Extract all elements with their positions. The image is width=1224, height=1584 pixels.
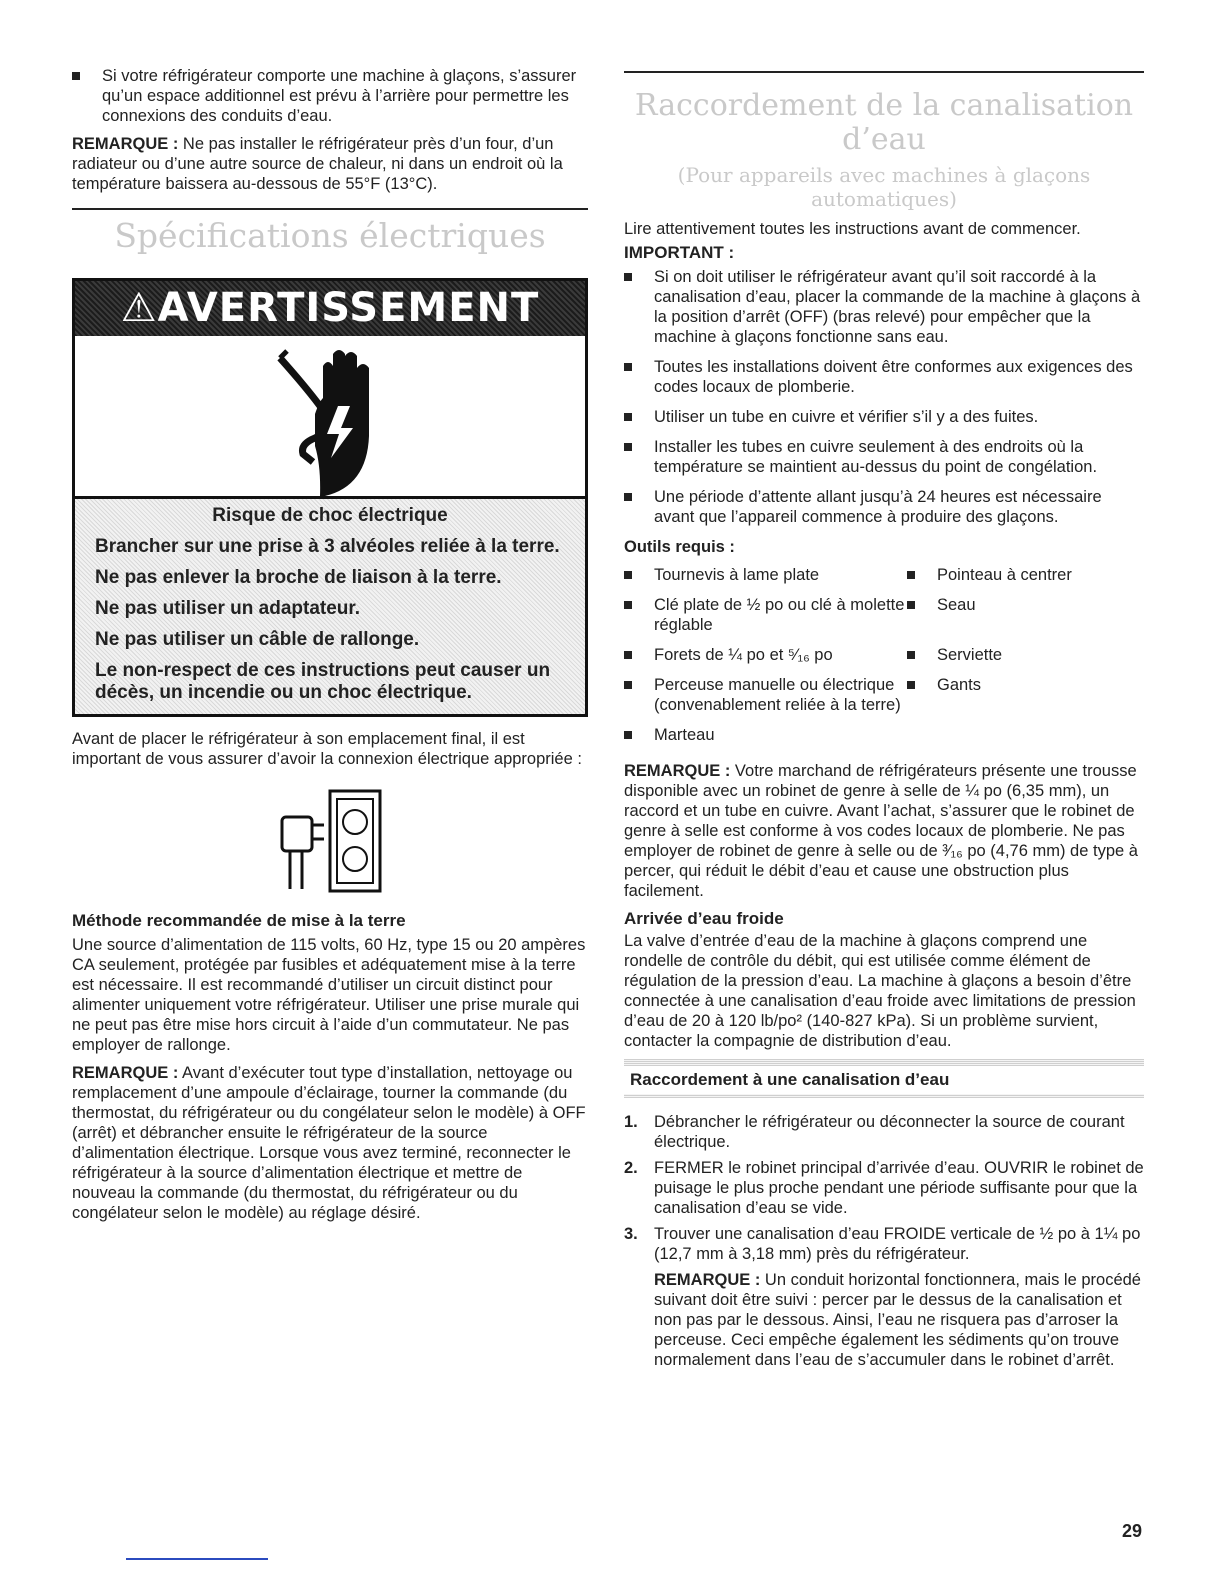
electric-shock-hand-icon [75,336,585,499]
left-column [72,0,588,1231]
grounded-outlet-icon [72,777,588,907]
remark-paragraph: REMARQUE : Un conduit horizontal fonctionnera, mais le procédé suivant doit être suivi : percer par le dessus de la canalisation et non pas par le dessous. Ainsi, l’eau ne risquera pas d’arroser la perceuse. Ceci empêche également les sédiments qu’on trouve normalement dans l’eau de s’accumuler dans le robinet d’arrêt. [654,1271,1141,1369]
method-heading: Méthode recommandée de mise à la terre [72,911,406,930]
tools-right [907,565,1144,755]
warning-text: Risque de choc électrique Brancher sur une prise à 3 alvéoles reliée à la terre. Ne pas enlever la broche de liaison à la terre. Ne pas utiliser un adaptateur. Ne pas utiliser un câble de rallonge. Le non-respect de ces instructions peut causer un décès, un incendie ou un choc électrique. [75,499,585,714]
list-item: Toutes les installations doivent être conformes aux exigences des codes locaux de plomberie. [624,357,1144,397]
tools-left [624,565,907,755]
section-title: Spécifications électriques [114,216,546,255]
method-paragraph: Une source d’alimentation de 115 volts, 60 Hz, type 15 ou 20 ampères CA seulement, protégée par fusibles et adéquatement mise à la terre est nécessaire. Il est recommandé d’utiliser un circuit distinct pour alimenter uniquement votre réfrigérateur. Utiliser une prise murale qui ne peut pas être mise hors circuit à l’aide d’un commutateur. Ne pas employer de rallonge. [72,936,586,1054]
footer-rule [126,1558,268,1560]
list-item: Marteau [624,725,907,745]
remark-paragraph: REMARQUE : Ne pas installer le réfrigérateur près d’un four, d’un radiateur ou d’une autre source de chaleur, ni dans un endroit où la température baissera au-dessous de 55°F (13°C). [72,135,563,193]
page-number: 29 [1121,1521,1142,1541]
connect-heading: Raccordement à une canalisation d’eau [630,1070,950,1089]
remark-paragraph: REMARQUE : Votre marchand de réfrigérateurs présente une trousse disponible avec un robinet de genre à selle de ¼ po (6,35 mm), un raccord et un tube en cuivre. Avant l’achat, s’assurer que le robinet de genre à selle est conforme à vos codes locaux de plomberie. Ne pas employer de robinet de genre à selle ou de ³⁄₁₆ po (4,76 mm) de type à percer, qui réduit le débit d’eau et cause une obstruction plus facilement. [624,762,1138,900]
tools-list [624,565,1144,755]
step-item: 1. Débrancher le réfrigérateur ou déconnecter la source de courant électrique. [624,1113,1125,1151]
list-item: Installer les tubes en cuivre seulement à des endroits où la température se maintient au-dessus du point de congélation. [624,437,1144,477]
right-column [624,0,1144,1378]
read-first: Lire attentivement toutes les instructions avant de commencer. [624,220,1081,238]
list-item: Utiliser un tube en cuivre et vérifier s’il y a des fuites. [624,407,1144,427]
list-item: Forets de ¼ po et ⁵⁄₁₆ po [624,645,907,665]
list-item: Une période d’attente allant jusqu’à 24 heures est nécessaire avant que l’appareil commence à produire des glaçons. [624,487,1144,527]
list-item: Perceuse manuelle ou électrique (convenablement reliée à la terre) [624,675,907,715]
important-label: IMPORTANT : [624,243,735,262]
divider [624,1094,1144,1098]
remark-paragraph: REMARQUE : Avant d’exécuter tout type d’installation, nettoyage ou remplacement d’une ampoule d’éclairage, tourner la commande (du thermostat, du réfrigérateur ou du congélateur selon le modèle) à OFF (arrêt) et débrancher ensuite le réfrigérateur de la source d’alimentation électrique. Lorsque vous avez terminé, reconnecter le réfrigérateur à la source d’alimentation électrique et mettre de nouveau la commande (du thermostat, du réfrigérateur ou du congélateur selon le modèle) au réglage désiré. [72,1064,586,1222]
cold-water-paragraph: La valve d’entrée d’eau de la machine à glaçons comprend une rondelle de contrôle du débit, qui est utilisée comme élément de régulation de la pression d’eau. La machine à glaçons a besoin d’être connectée à une canalisation d’eau froide avec limitations de pression d’eau de 20 à 120 lb/po² (140-827 kPa). Si un problème survient, contacter la compagnie de distribution d’eau. [624,932,1136,1050]
list-item: Seau [907,595,1144,615]
section-title: Raccordement de la canalisation d’eau [634,88,1134,157]
tools-label: Outils requis : [624,538,735,556]
intro-paragraph: Avant de placer le réfrigérateur à son emplacement final, il est important de vous assurer d’avoir la connexion électrique appropriée : [72,730,582,768]
warning-triangle-icon: ⚠ [120,285,158,331]
list-item: Tournevis à lame plate [624,565,907,585]
cold-water-heading: Arrivée d’eau froide [624,909,784,928]
step-item: 2. FERMER le robinet principal d’arrivée d’eau. OUVRIR le robinet de puisage le plus proche pendant une période suffisante pour que la canalisation d’eau se vide. [624,1159,1144,1217]
warning-header: ⚠AVERTISSEMENT [75,281,585,336]
list-item: Si on doit utiliser le réfrigérateur avant qu’il soit raccordé à la canalisation d’eau, placer la commande de la machine à glaçons à la position d’arrêt (OFF) (bras relevé) pour empêcher que la machine à glaçons fonctionne sans eau. [624,267,1144,347]
list-item: Clé plate de ½ po ou clé à molette réglable [624,595,907,635]
divider [624,1059,1144,1066]
list-item: Serviette [907,645,1144,665]
list-item: Pointeau à centrer [907,565,1144,585]
divider [624,71,1144,73]
step-item: 3. Trouver une canalisation d’eau FROIDE verticale de ½ po à 1¼ po (12,7 mm à 3,18 mm) près du réfrigérateur. [624,1225,1141,1263]
section-subtitle: (Pour appareils avec machines à glaçons automatiques) [677,163,1091,211]
list-item: Si votre réfrigérateur comporte une machine à glaçons, s’assurer qu’un espace additionnel est prévu à l’arrière pour permettre les connexions des conduits d’eau. [72,66,588,126]
divider [72,208,588,210]
warning-box [72,278,588,717]
list-item: Gants [907,675,1144,695]
